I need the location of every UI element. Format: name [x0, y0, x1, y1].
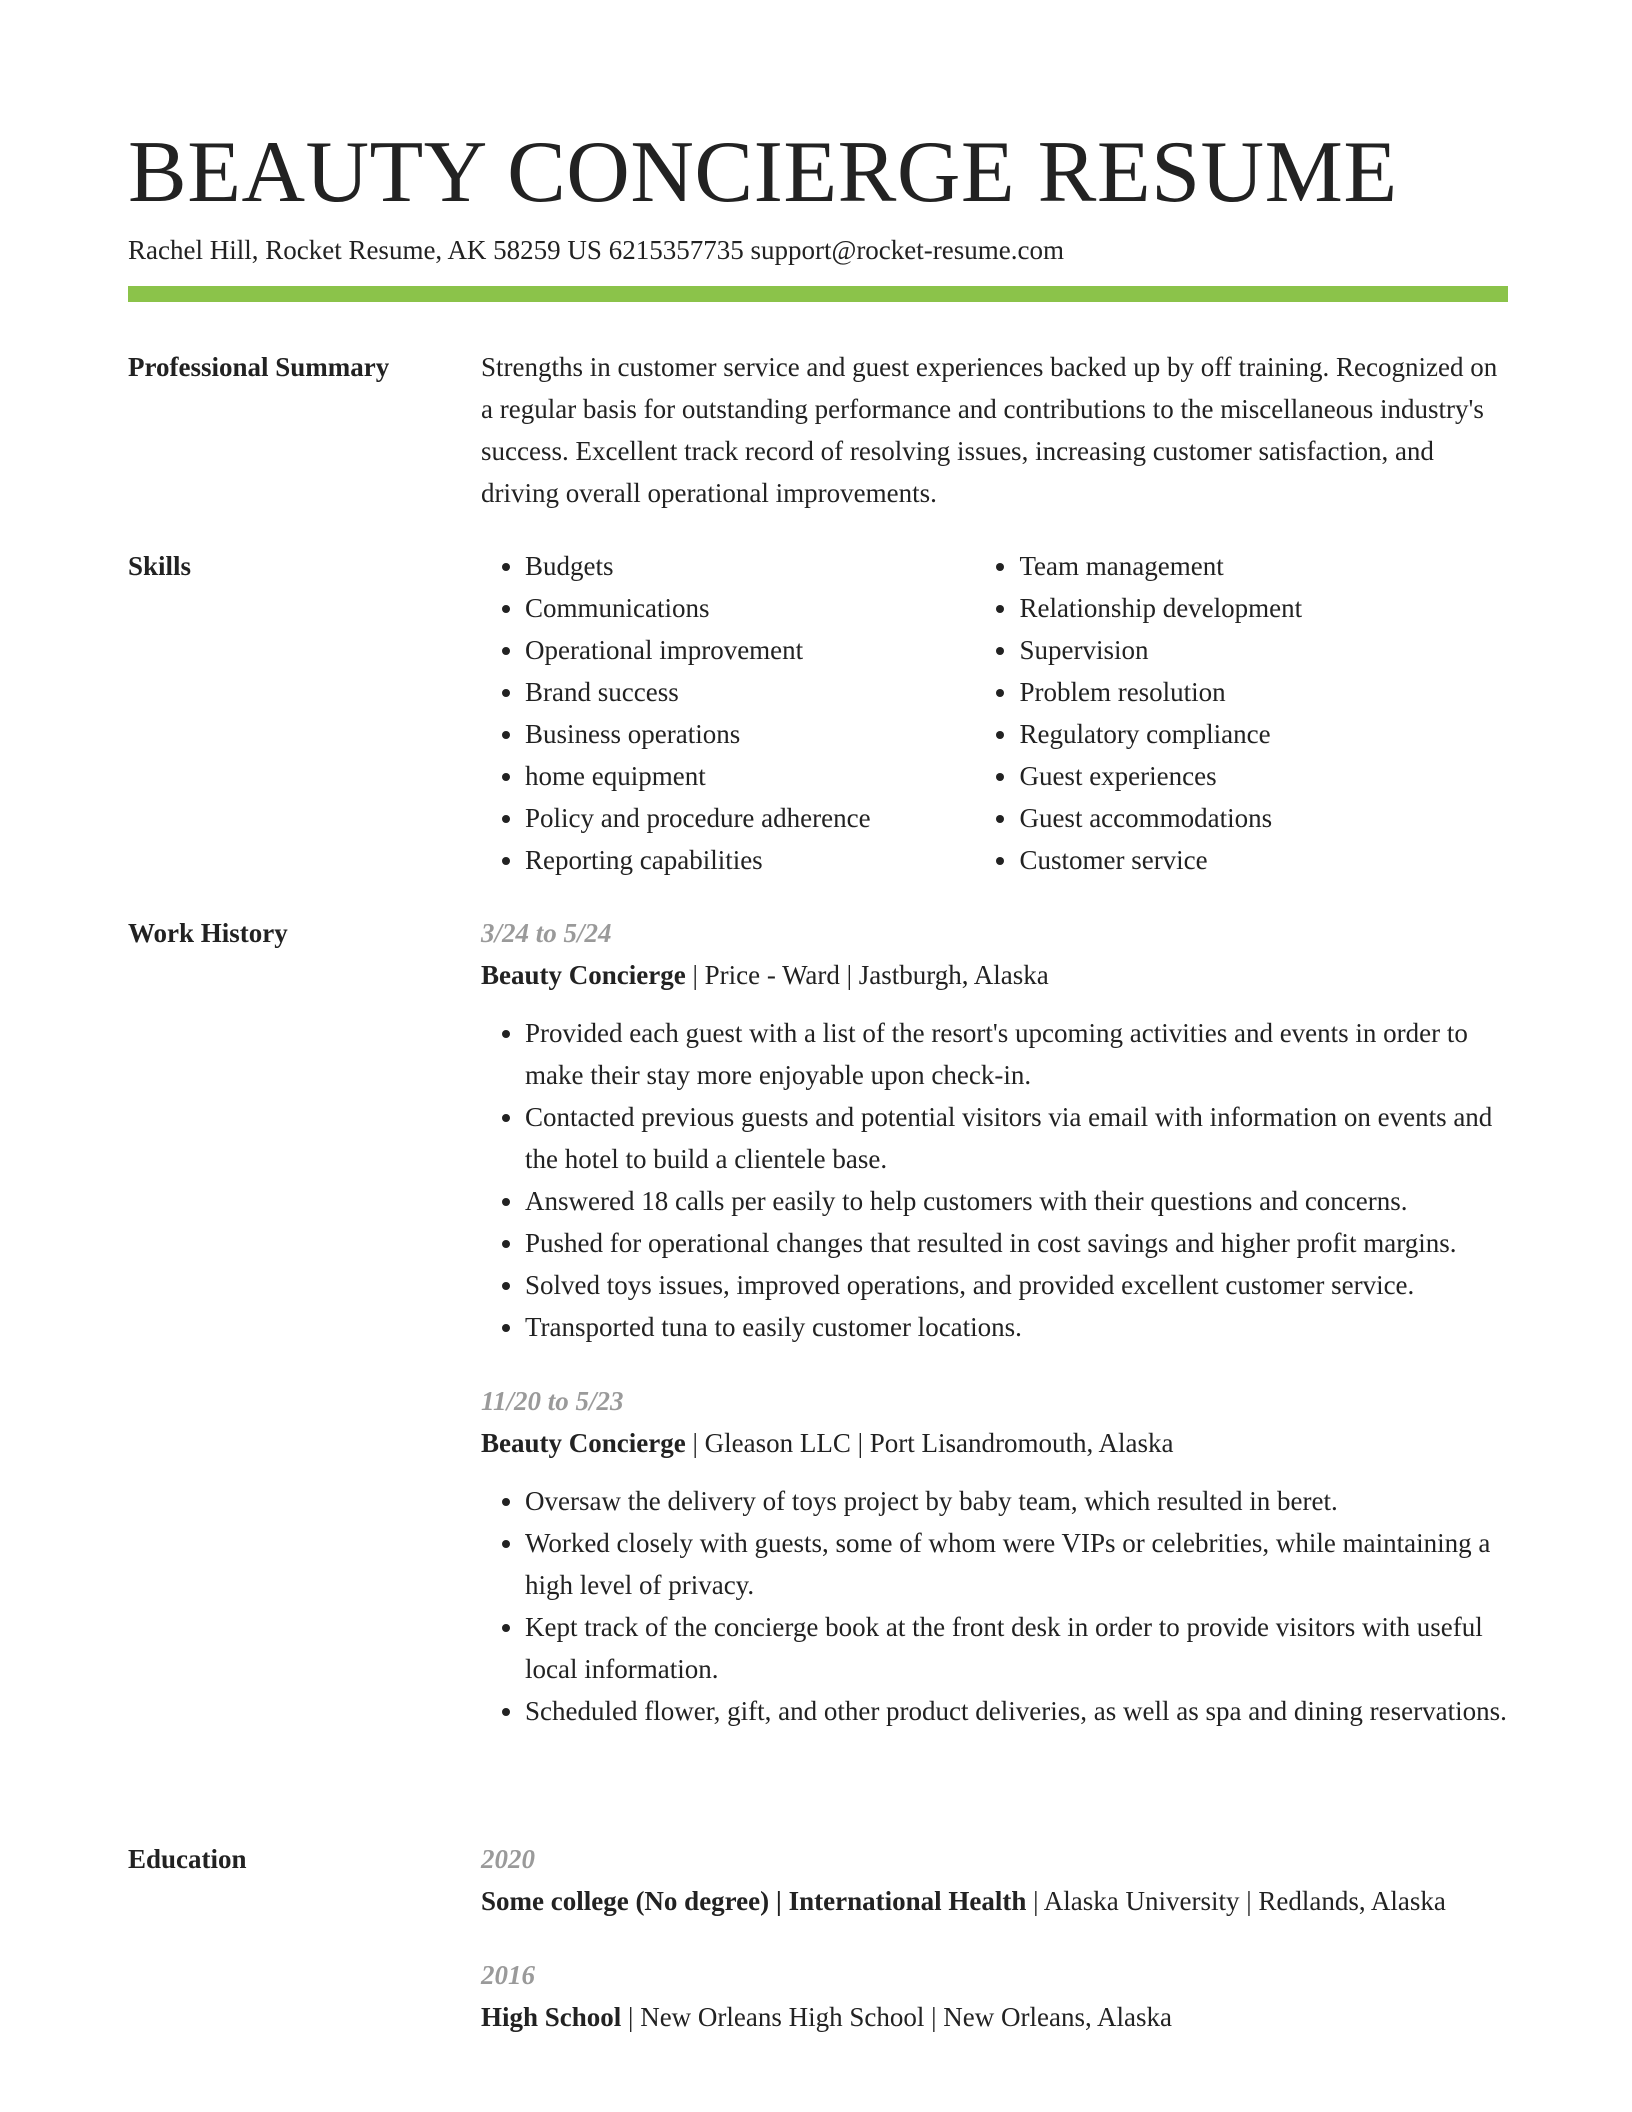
- job-dates: 11/20 to 5/23: [481, 1386, 624, 1416]
- summary-body: [481, 346, 1508, 514]
- education-year: 2020: [481, 1844, 535, 1874]
- job-entry: [481, 1380, 1508, 1732]
- education-heading: Education: [128, 1844, 247, 1874]
- skill-item: • Relationship development: [1019, 587, 1508, 629]
- skill-item: • Customer service: [1019, 839, 1508, 881]
- job-bullets: [481, 1480, 1508, 1732]
- skill-item: • Supervision: [1019, 629, 1508, 671]
- job-title-line: [481, 1422, 1508, 1464]
- education-year: 2016: [481, 1960, 535, 1990]
- education-degree: Some college (No degree) | International Health: [481, 1886, 1027, 1916]
- skill-item: • Business operations: [525, 713, 975, 755]
- skill-item: • Regulatory compliance: [1019, 713, 1508, 755]
- contact-line: Rachel Hill, Rocket Resume, AK 58259 US 6215357735 support@rocket-resume.com: [128, 235, 1064, 265]
- job-bullet: • Pushed for operational changes that resulted in cost savings and higher profit margins.: [525, 1222, 1508, 1264]
- skills-list-left: [481, 545, 975, 881]
- skill-item: • Policy and procedure adherence: [525, 797, 975, 839]
- education-entry: [481, 1954, 1508, 2038]
- job-bullet: • Kept track of the concierge book at the front desk in order to provide visitors with useful local information.: [525, 1606, 1508, 1690]
- skill-item: • Brand success: [525, 671, 975, 713]
- summary-heading: Professional Summary: [128, 352, 390, 382]
- education-details: | Alaska University | Redlands, Alaska: [1026, 1886, 1446, 1916]
- job-title: Beauty Concierge: [481, 960, 686, 990]
- education-entry: [481, 1838, 1508, 1922]
- job-entry: [481, 912, 1508, 1348]
- job-bullet: • Transported tuna to easily customer locations.: [525, 1306, 1508, 1348]
- skill-item: • Problem resolution: [1019, 671, 1508, 713]
- skills-heading: Skills: [128, 551, 192, 581]
- education-line: [481, 1996, 1508, 2038]
- accent-divider: [128, 286, 1508, 302]
- job-details: | Price - Ward | Jastburgh, Alaska: [685, 960, 1049, 990]
- skill-item: • Team management: [1019, 545, 1508, 587]
- job-bullet: • Answered 18 calls per easily to help customers with their questions and concerns.: [525, 1180, 1508, 1222]
- education-degree: High School: [481, 2002, 622, 2032]
- job-dates: 3/24 to 5/24: [481, 918, 612, 948]
- education-line: [481, 1880, 1508, 1922]
- skills-list-right: [975, 545, 1508, 881]
- education-details: | New Orleans High School | New Orleans, Alaska: [621, 2002, 1172, 2032]
- job-bullet: • Worked closely with guests, some of whom were VIPs or celebrities, while maintaining a high level of privacy.: [525, 1522, 1508, 1606]
- job-bullet: • Oversaw the delivery of toys project by baby team, which resulted in beret.: [525, 1480, 1508, 1522]
- skill-item: • Guest experiences: [1019, 755, 1508, 797]
- skill-item: • Budgets: [525, 545, 975, 587]
- job-title: Beauty Concierge: [481, 1428, 686, 1458]
- entry-spacer: [481, 1922, 1508, 1954]
- job-title-line: [481, 954, 1508, 996]
- summary-text: Strengths in customer service and guest experiences backed up by off training. Recognized on a regular basis for outstanding performance and contributions to the miscellaneous industry's success. Excellent track record of resolving issues, increasing customer satisfaction, and driving overall operational improvements.: [481, 352, 1498, 508]
- job-bullet: • Solved toys issues, improved operations, and provided excellent customer service.: [525, 1264, 1508, 1306]
- education-body: [481, 1838, 1508, 2038]
- skill-item: • Communications: [525, 587, 975, 629]
- job-bullet: • Scheduled flower, gift, and other product deliveries, as well as spa and dining reservations.: [525, 1690, 1508, 1732]
- skills-body: [481, 545, 1508, 881]
- job-bullet: • Provided each guest with a list of the resort's upcoming activities and events in order to make their stay more enjoyable upon check-in.: [525, 1012, 1508, 1096]
- job-bullet: • Contacted previous guests and potential visitors via email with information on events and the hotel to build a clientele base.: [525, 1096, 1508, 1180]
- work-history-body: [481, 912, 1508, 1732]
- skill-item: • Operational improvement: [525, 629, 975, 671]
- job-details: | Gleason LLC | Port Lisandromouth, Alaska: [685, 1428, 1174, 1458]
- entry-spacer: [481, 1348, 1508, 1380]
- resume-title: BEAUTY CONCIERGE RESUME: [128, 124, 1398, 221]
- work-history-heading: Work History: [128, 918, 288, 948]
- skill-item: • Reporting capabilities: [525, 839, 975, 881]
- skill-item: • home equipment: [525, 755, 975, 797]
- skill-item: • Guest accommodations: [1019, 797, 1508, 839]
- job-bullets: [481, 1012, 1508, 1348]
